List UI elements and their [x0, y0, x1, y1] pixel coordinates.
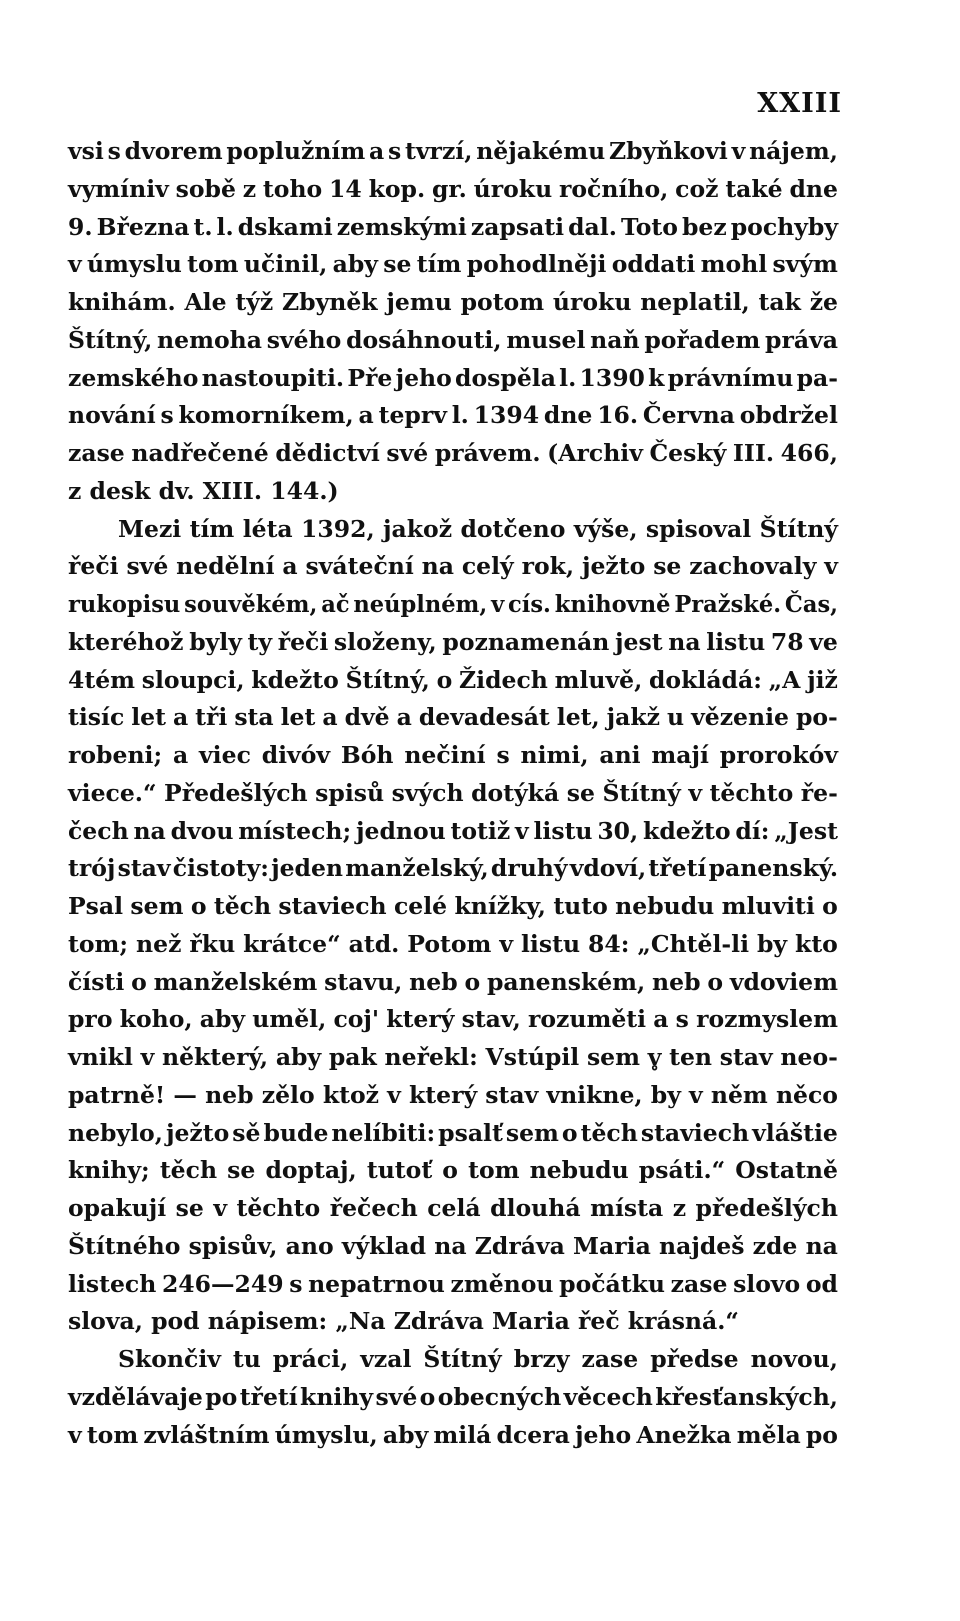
text-line: pro koho, aby uměl, coj' který stav, rozuměti a s rozmyslem	[68, 1005, 838, 1034]
text-line: opakují se v těchto řečech celá dlouhá místa z předešlých	[68, 1194, 838, 1222]
text-line: vymíniv sobě z toho 14 kop. gr. úroku ročního, což také dne	[68, 174, 838, 203]
text-line: Štítného spisův, ano výklad na Zdráva Maria najdeš zde na	[68, 1231, 838, 1260]
text-line: vsi s dvorem poplužním a s tvrzí, nějakému Zbyňkovi v nájem,	[68, 137, 838, 165]
text-line: Psal sem o těch staviech celé knížky, tuto nebudu mluviti o	[68, 892, 838, 920]
text-line: zemského nastoupiti. Pře jeho dospěla l. 1390 k právnímu pa-	[68, 363, 838, 392]
text-line: trój stav čistoty: jeden manželský, druhý vdoví, třetí panenský.	[68, 854, 838, 883]
text-line: v tom zvláštním úmyslu, aby milá dcera jeho Anežka měla po	[68, 1420, 838, 1449]
text-line: Skončiv tu práci, vzal Štítný brzy zase předse novou,	[118, 1345, 838, 1373]
text-line: čísti o manželském stavu, neb o panenském, neb o vdoviem	[68, 967, 838, 996]
text-line: listech 246—249 s nepatrnou změnou počátku zase slovo od	[68, 1269, 838, 1298]
text-line: slova, pod nápisem: „Na Zdráva Maria řeč krásná.“	[68, 1307, 739, 1336]
text-line: tisíc let a tři sta let a dvě a devadesát let, jakž u vězenie po-	[68, 703, 838, 732]
text-line: Štítný, nemoha svého dosáhnouti, musel naň pořadem práva	[68, 325, 838, 354]
text-line: rukopisu souvěkém, ač neúplném, v cís. knihovně Pražské. Čas,	[68, 590, 838, 618]
text-line: kteréhož byly ty řeči složeny, poznamenán jest na listu 78 ve	[68, 627, 838, 656]
text-line: viece.“ Předešlých spisů svých dotýká se Štítný v těchto ře-	[68, 778, 838, 807]
text-line: 4tém sloupci, kdežto Štítný, o Židech mluvě, dokládá: „A již	[68, 665, 838, 694]
page-number: XXIII	[757, 88, 842, 119]
text-line: knihám. Ale týž Zbyněk jemu potom úroku neplatil, tak že	[68, 288, 838, 316]
text-line: zase nadřečené dědictví své právem. (Archiv Český III. 466,	[68, 439, 838, 467]
body-text	[68, 133, 838, 1454]
text-line: robeni; a viec divóv Bóh nečiní s nimi, ani mají prorokóv	[68, 741, 838, 769]
text-line: knihy; těch se doptaj, tutoť o tom nebudu psáti.“ Ostatně	[68, 1156, 838, 1185]
text-line: Mezi tím léta 1392, jakož dotčeno výše, spisoval Štítný	[118, 514, 838, 543]
text-line: patrně! — neb zělo ktož v který stav vnikne, by v něm něco	[68, 1080, 838, 1109]
text-line: vzdělávaje po třetí knihy své o obecných věcech křesťanských,	[68, 1382, 838, 1411]
text-line: řeči své nedělní a sváteční na celý rok, ježto se zachovaly v	[68, 552, 838, 581]
text-line: čech na dvou místech; jednou totiž v listu 30, kdežto dí: „Jest	[68, 816, 838, 845]
text-line: nebylo, ježto sě bude nelíbiti: psalť sem o těch staviech vláštie	[68, 1118, 838, 1147]
text-line: v úmyslu tom učinil, aby se tím pohodlněji oddati mohl svým	[68, 250, 838, 279]
text-line: z desk dv. XIII. 144.)	[68, 476, 339, 505]
text-line: 9. Března t. l. dskami zemskými zapsati dal. Toto bez pochyby	[68, 212, 838, 241]
text-line: vnikl v některý, aby pak neřekl: Vstúpil sem v̥ ten stav neo-	[68, 1043, 838, 1071]
text-line: nování s komorníkem, a teprv l. 1394 dne 16. Června obdržel	[68, 401, 838, 430]
text-line: tom; než řku krátce“ atd. Potom v listu 84: „Chtěl-li by kto	[68, 929, 838, 958]
